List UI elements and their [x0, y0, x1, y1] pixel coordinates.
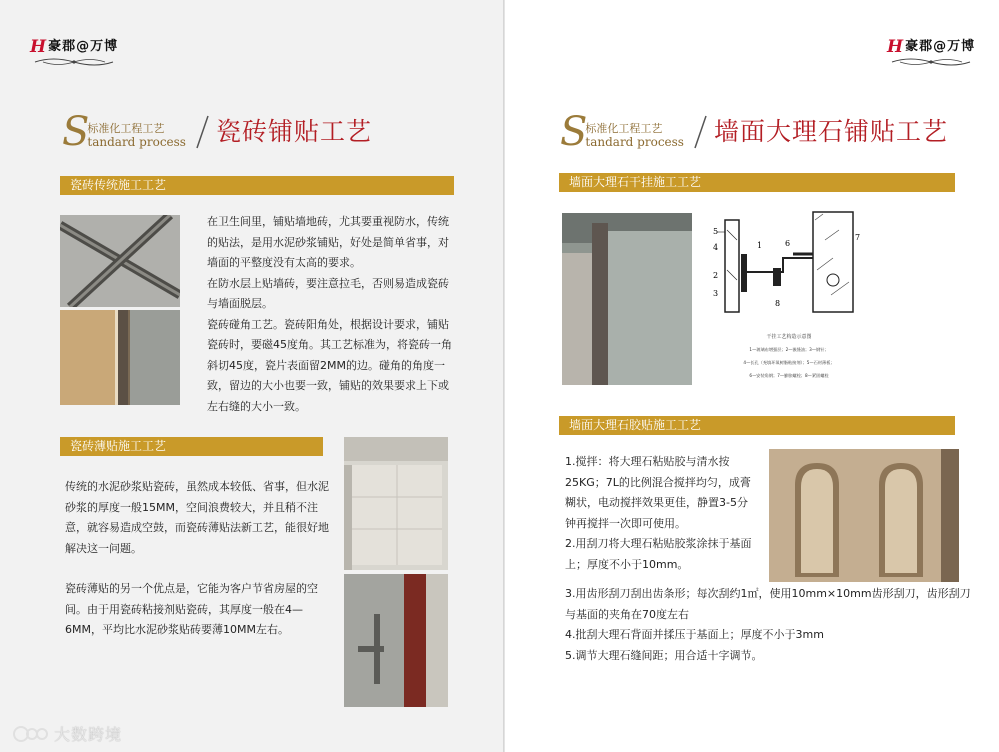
diagram-caption-line: 6—安装角钢；7—膨胀螺栓；8—紧固螺栓: [749, 373, 829, 378]
paragraph: 传统的水泥砂浆贴瓷砖，虽然成本较低、省事，但水泥砂浆的厚度一般15MM，空间浪费较大，并且稍不注意，就容易造成空鼓，而瓷砖薄贴法新工艺，能很好地解决这一问题。: [65, 480, 329, 555]
brand-mark: H: [887, 37, 904, 57]
paragraph: 在卫生间里，铺贴墙地砖，尤其要重视防水，传统的贴法，是用水泥砂浆铺贴，好处是简单省事，对墙面的平整度没有太高的要求。: [207, 215, 449, 269]
heading-en-small: tandard process: [585, 134, 684, 149]
step-item: 3.用齿形刮刀刮出齿条形；每次刮约1㎡，使用10mm×10mm齿形刮刀，齿形刮刀与基面的夹角在70度左右: [565, 587, 971, 621]
heading-cn-small: 标准化工程工艺: [585, 121, 663, 135]
page-title: 墙面大理石铺贴工艺: [713, 117, 948, 146]
diagram-label: 7: [855, 233, 861, 242]
page-heading: [560, 109, 948, 155]
diagram-label: 8: [775, 299, 781, 308]
diagram-label: 5: [713, 227, 719, 236]
right-page: [505, 0, 999, 752]
diagram-label: 6: [785, 239, 791, 248]
dry-hang-diagram: [713, 210, 868, 390]
photo-thin-set-detail: [344, 574, 448, 707]
brand-name: 豪郡@万博: [905, 39, 976, 54]
diagram-label: 2: [713, 271, 719, 280]
heading-initial: S: [62, 109, 90, 155]
diagram-label: 3: [713, 289, 719, 298]
step-item: 5.调节大理石缝间距；用合适十字调节。: [565, 648, 763, 662]
section-bar-dry-hang: 墙面大理石干挂施工工艺: [559, 173, 955, 192]
diagram-label: 4: [713, 243, 719, 252]
page-title: 瓷砖铺贴工艺: [215, 117, 372, 146]
watermark: [12, 722, 122, 745]
page-heading: [62, 109, 372, 155]
heading-en-small: tandard process: [87, 134, 186, 149]
paragraph: 瓷砖薄贴的另一个优点是，它能为客户节省房屋的空间。由于用瓷砖粘接剂贴瓷砖，其厚度一般在4—6MM，平均比水泥砂浆贴砖要薄10MM左右。: [65, 582, 318, 636]
section-bar-adhesive: 墙面大理石胶贴施工工艺: [559, 416, 955, 435]
heading-cn-small: 标准化工程工艺: [87, 121, 165, 135]
watermark-text: 大数跨境: [54, 725, 123, 744]
photo-tile-cross-joint: [60, 215, 180, 307]
photo-marble-niches: [769, 449, 959, 582]
photo-wall-tiles: [344, 437, 448, 570]
section-bar-thin-bond: 瓷砖薄贴施工工艺: [60, 437, 323, 456]
diagram-caption-line: 4—长孔（充填环氧树脂粘接剂）；5—石材薄板；: [743, 360, 835, 365]
step-item: 2.用刮刀将大理石粘贴胶浆涂抹于基面上；厚度不小于10mm。: [565, 537, 752, 571]
adhesive-steps-top: [565, 452, 753, 575]
paragraph: 在防水层上贴墙砖，要注意拉毛，否则易造成瓷砖与墙面脱层。: [207, 276, 449, 310]
section-bar-traditional: 瓷砖传统施工工艺: [60, 176, 454, 195]
diagram-caption-title: 干挂工艺构造示意图: [766, 334, 812, 340]
ornament-icon: [33, 56, 115, 68]
slash-divider: [692, 114, 708, 150]
section1-text: [207, 212, 459, 417]
photo-marble-wall: [562, 213, 692, 385]
brand-logo: [887, 38, 975, 68]
step-item: 1.搅拌：将大理石粘贴胶与清水按25KG；7L的比例混合搅拌均匀，成膏糊状，电动搅拌效果更佳，静置3-5分钟再搅拌一次即可使用。: [565, 455, 751, 530]
brand-name: 豪郡@万博: [48, 39, 119, 54]
watermark-logo-icon: [12, 723, 50, 745]
ornament-icon: [890, 56, 972, 68]
step-item: 4.批刮大理石背面并揉压于基面上；厚度不小于3mm: [565, 628, 824, 641]
brand-logo: [30, 38, 118, 68]
slash-divider: [194, 114, 210, 150]
diagram-caption-line: 1—玻璃布增强层；2—嵌缝油；3—钢针；: [749, 347, 829, 352]
section2-text: [65, 477, 330, 641]
adhesive-steps-full: [565, 584, 973, 666]
brand-mark: H: [30, 37, 47, 57]
photo-tile-corner: [60, 310, 180, 405]
diagram-label: 1: [757, 241, 763, 250]
paragraph: 瓷砖碰角工艺。瓷砖阳角处，根据设计要求，铺贴瓷砖时，要磁45度角。其工艺标准为，将瓷砖一角斜切45度，瓷片表面留2MM的边。碰角的角度一致，留边的大小也要一致，铺贴的效果要求上下或左右缝的大小一致。: [207, 317, 452, 413]
heading-initial: S: [560, 109, 588, 155]
